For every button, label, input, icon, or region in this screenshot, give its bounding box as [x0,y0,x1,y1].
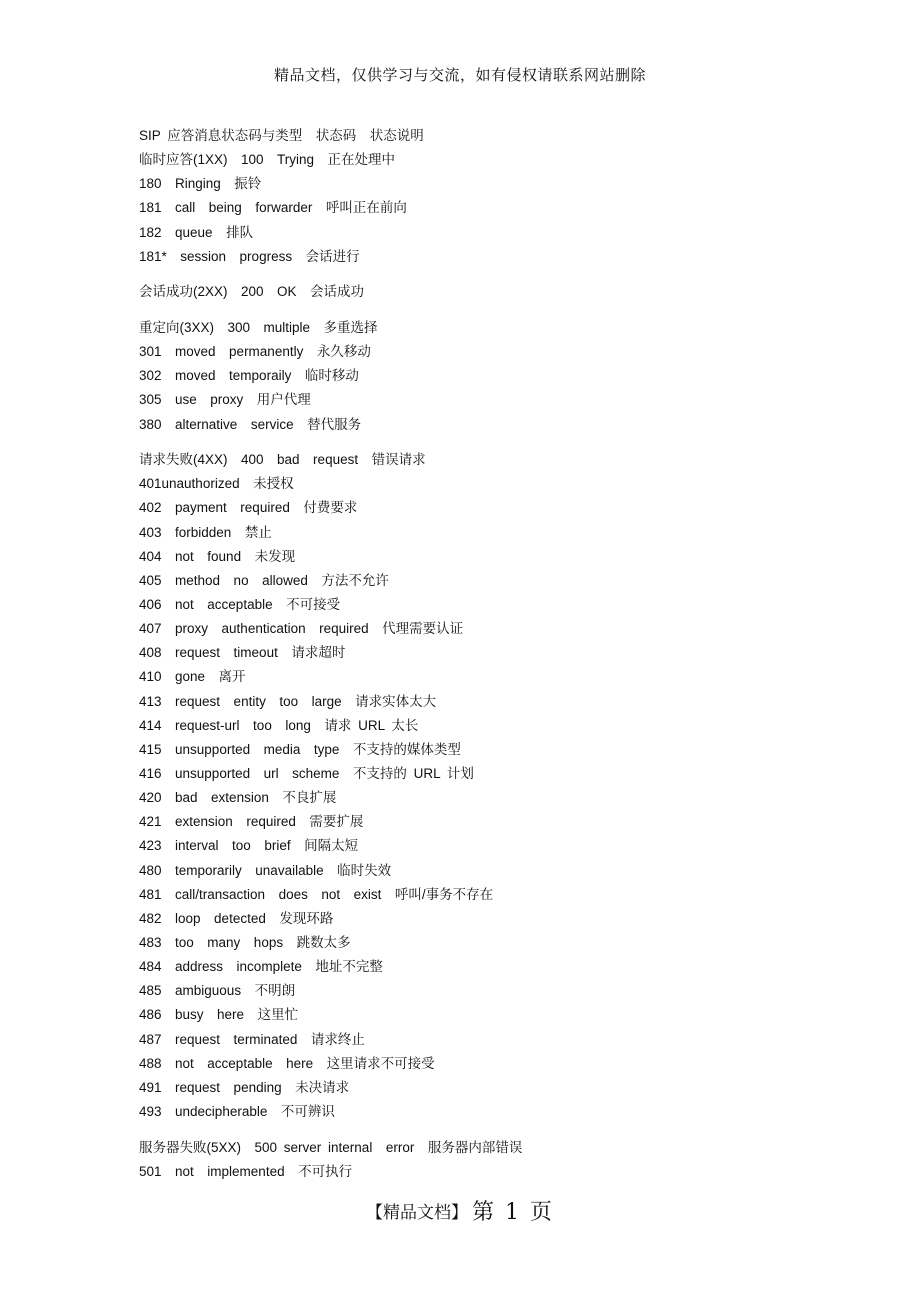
text-line: 406 not acceptable 不可接受 [139,597,341,613]
text-line: 486 busy here 这里忙 [139,1007,299,1023]
group-provisional [139,124,839,269]
text-line: 302 moved temporaily 临时移动 [139,368,359,384]
text-line: 487 request terminated 请求终止 [139,1031,365,1047]
text-line: 491 request pending 未决请求 [139,1079,350,1095]
text-line: 182 queue 排队 [139,224,254,240]
text-line: 493 undecipherable 不可辨识 [139,1103,335,1119]
text-line: 305 use proxy 用户代理 [139,392,311,408]
text-line: 421 extension required 需要扩展 [139,814,364,830]
text-line: 414 request-url too long 请求 URL 太长 [139,717,419,733]
group-client-error [139,448,839,1124]
text-line: 405 method no allowed 方法不允许 [139,572,389,588]
text-line: 413 request entity too large 请求实体太大 [139,693,437,709]
text-line: 301 moved permanently 永久移动 [139,344,371,360]
text-line: 423 interval too brief 间隔太短 [139,838,359,854]
text-line: 180 Ringing 振铃 [139,176,262,192]
footer-tag: 【精品文档】 [366,1203,468,1223]
text-line: 488 not acceptable here 这里请求不可接受 [139,1055,435,1071]
group-redirect [139,316,839,437]
page-footer [0,1195,920,1226]
text-line: 服务器失败(5XX) 500 server internal error 服务器内部错误 [139,1139,523,1155]
text-line: 484 address incomplete 地址不完整 [139,959,383,975]
text-line: 403 forbidden 禁止 [139,524,272,540]
text-line: 临时应答(1XX) 100 Trying 正在处理中 [139,152,396,168]
text-line: SIP 应答消息状态码与类型 状态码 状态说明 [139,128,424,143]
text-line: 485 ambiguous 不明朗 [139,983,296,999]
document-body [139,124,839,1184]
page-number: 第 1 页 [472,1200,554,1225]
group-server-error [139,1136,839,1184]
text-line: 181* session progress 会话进行 [139,248,360,264]
text-line: 408 request timeout 请求超时 [139,645,346,661]
text-line: 410 gone 离开 [139,669,246,685]
text-line: 481 call/transaction does not exist 呼叫/事务不存在 [139,886,494,902]
text-line: 会话成功(2XX) 200 OK 会话成功 [139,284,365,300]
text-line: 480 temporarily unavailable 临时失效 [139,862,392,878]
text-line: 请求失败(4XX) 400 bad request 错误请求 [139,452,426,468]
text-line: 416 unsupported url scheme 不支持的 URL 计划 [139,766,474,782]
text-line: 404 not found 未发现 [139,548,296,564]
text-line: 483 too many hops 跳数太多 [139,935,351,950]
group-success [139,280,839,304]
text-line: 407 proxy authentication required 代理需要认证 [139,621,464,637]
text-line: 401unauthorized 未授权 [139,476,294,492]
text-line: 181 call being forwarder 呼叫正在前向 [139,200,407,216]
text-line: 重定向(3XX) 300 multiple 多重选择 [139,319,378,335]
page-header: 精品文档，仅供学习与交流，如有侵权请联系网站删除 [273,66,646,84]
text-line: 420 bad extension 不良扩展 [139,790,337,806]
text-line: 402 payment required 付费要求 [139,500,358,516]
text-line: 380 alternative service 替代服务 [139,416,362,432]
text-line: 501 not implemented 不可执行 [139,1163,353,1179]
text-line: 482 loop detected 发现环路 [139,910,334,926]
text-line: 415 unsupported media type 不支持的媒体类型 [139,741,461,757]
